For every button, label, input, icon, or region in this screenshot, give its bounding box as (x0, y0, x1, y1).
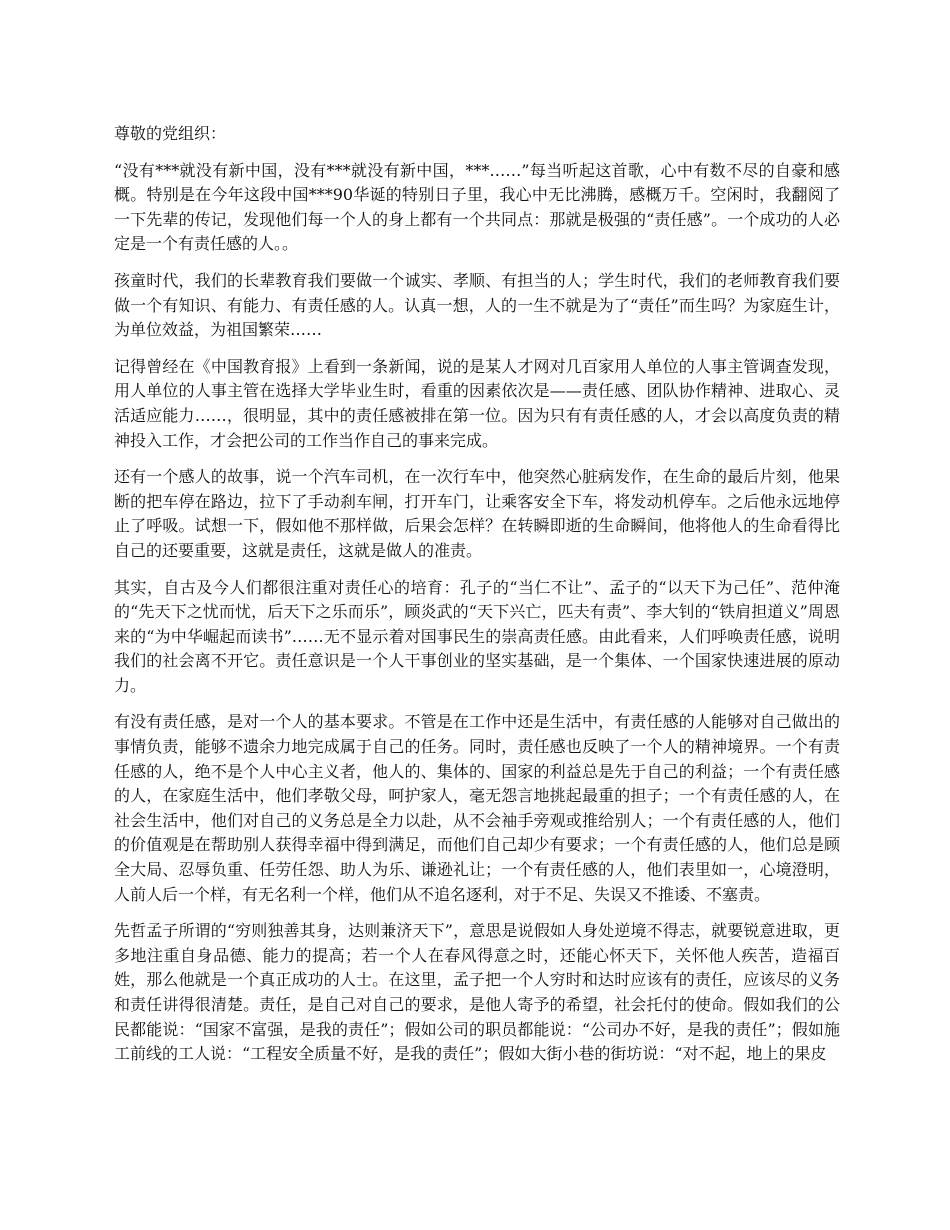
paragraph-1: “没有***就没有新中国，没有***就没有新中国，***……”每当听起这首歌，心中有数不尽的自豪和感概。特别是在今年这段中国***90华诞的特别日子里，我心中无比沸腾，感概万千。空闲时，我翻阅了一下先辈的传记，发现他们每一个人的身上都有一个共同点：那就是极强的“责任感”。一个成功的人必定是一个有责任感的人。。 (114, 160, 840, 254)
paragraph-6: 有没有责任感，是对一个人的基本要求。不管是在工作中还是生活中，有责任感的人能够对自己做出的事情负责，能够不遗余力地完成属于自己的任务。同时，责任感也反映了一个人的精神境界。一个有责任感的人，绝不是个人中心主义者，他人的、集体的、国家的利益总是先于自己的利益；一个有责任感的人，在家庭生活中，他们孝敬父母，呵护家人，毫无怨言地挑起最重的担子；一个有责任感的人，在社会生活中，他们对自己的义务总是全力以赴，从不会袖手旁观或推给别人；一个有责任感的人，他们的价值观是在帮助别人获得幸福中得到满足，而他们自己却少有要求；一个有责任感的人，他们总是顾全大局、忍辱负重、任劳任怨、助人为乐、谦逊礼让；一个有责任感的人，他们表里如一，心境澄明，人前人后一个样，有无名利一个样，他们从不追名逐利，对于不足、失误又不推诿、不塞责。 (114, 712, 840, 904)
salutation: 尊敬的党组织： (114, 124, 227, 143)
paragraph-4: 还有一个感人的故事，说一个汽车司机，在一次行车中，他突然心脏病发作，在生命的最后片刻，他果断的把车停在路边，拉下了手动刹车闸，打开车门，让乘客安全下车，将发动机停车。之后他永远地停止了呼吸。试想一下，假如他不那样做，后果会怎样？在转瞬即逝的生命瞬间，他将他人的生命看得比自己的还要重要，这就是责任，这就是做人的准责。 (114, 467, 840, 560)
document-page (114, 122, 840, 1079)
paragraph-7: 先哲孟子所谓的“穷则独善其身，达则兼济天下”，意思是说假如人身处逆境不得志，就要锐意进取，更多地注重自身品德、能力的提高；若一个人在春风得意之时，还能心怀天下，关怀他人疾苦，造福百姓，那么他就是一个真正成功的人士。在这里，孟子把一个人穷时和达时应该有的责任，应该尽的义务和责任讲得很清楚。责任，是自己对自己的要求，是他人寄予的希望，社会托付的使命。假如我们的公民都能说：“国家不富强，是我的责任”；假如公司的职员都能说：“公司办不好，是我的责任”；假如施工前线的工人说：“工程安全质量不好，是我的责任”；假如大街小巷的街坊说：“对不起，地上的果皮 (114, 921, 840, 1064)
paragraph-3: 记得曾经在《中国教育报》上看到一条新闻，说的是某人才网对几百家用人单位的人事主管调查发现，用人单位的人事主管在选择大学毕业生时，看重的因素依次是——责任感、团队协作精神、进取心、灵活适应能力……，很明显，其中的责任感被排在第一位。因为只有有责任感的人，才会以高度负责的精神投入工作，才会把公司的工作当作自己的事来完成。 (114, 356, 840, 450)
paragraph-5: 其实，自古及今人们都很注重对责任心的培育：孔子的“当仁不让”、孟子的“以天下为己任”、范仲淹的“先天下之忧而忧，后天下之乐而乐”，顾炎武的“天下兴亡，匹夫有责”、李大钊的“铁肩担道义”周恩来的“为中华崛起而读书”……无不显示着对国事民生的崇高责任感。由此看来，人们呼唤责任感，说明我们的社会离不开它。责任意识是一个人干事创业的坚实基础，是一个集体、一个国家快速进展的原动力。 (114, 577, 840, 695)
paragraph-2: 孩童时代，我们的长辈教育我们要做一个诚实、孝顺、有担当的人；学生时代，我们的老师教育我们要做一个有知识、有能力、有责任感的人。认真一想，人的一生不就是为了“责任”而生吗？为家庭生计，为单位效益，为祖国繁荣…… (114, 270, 840, 340)
